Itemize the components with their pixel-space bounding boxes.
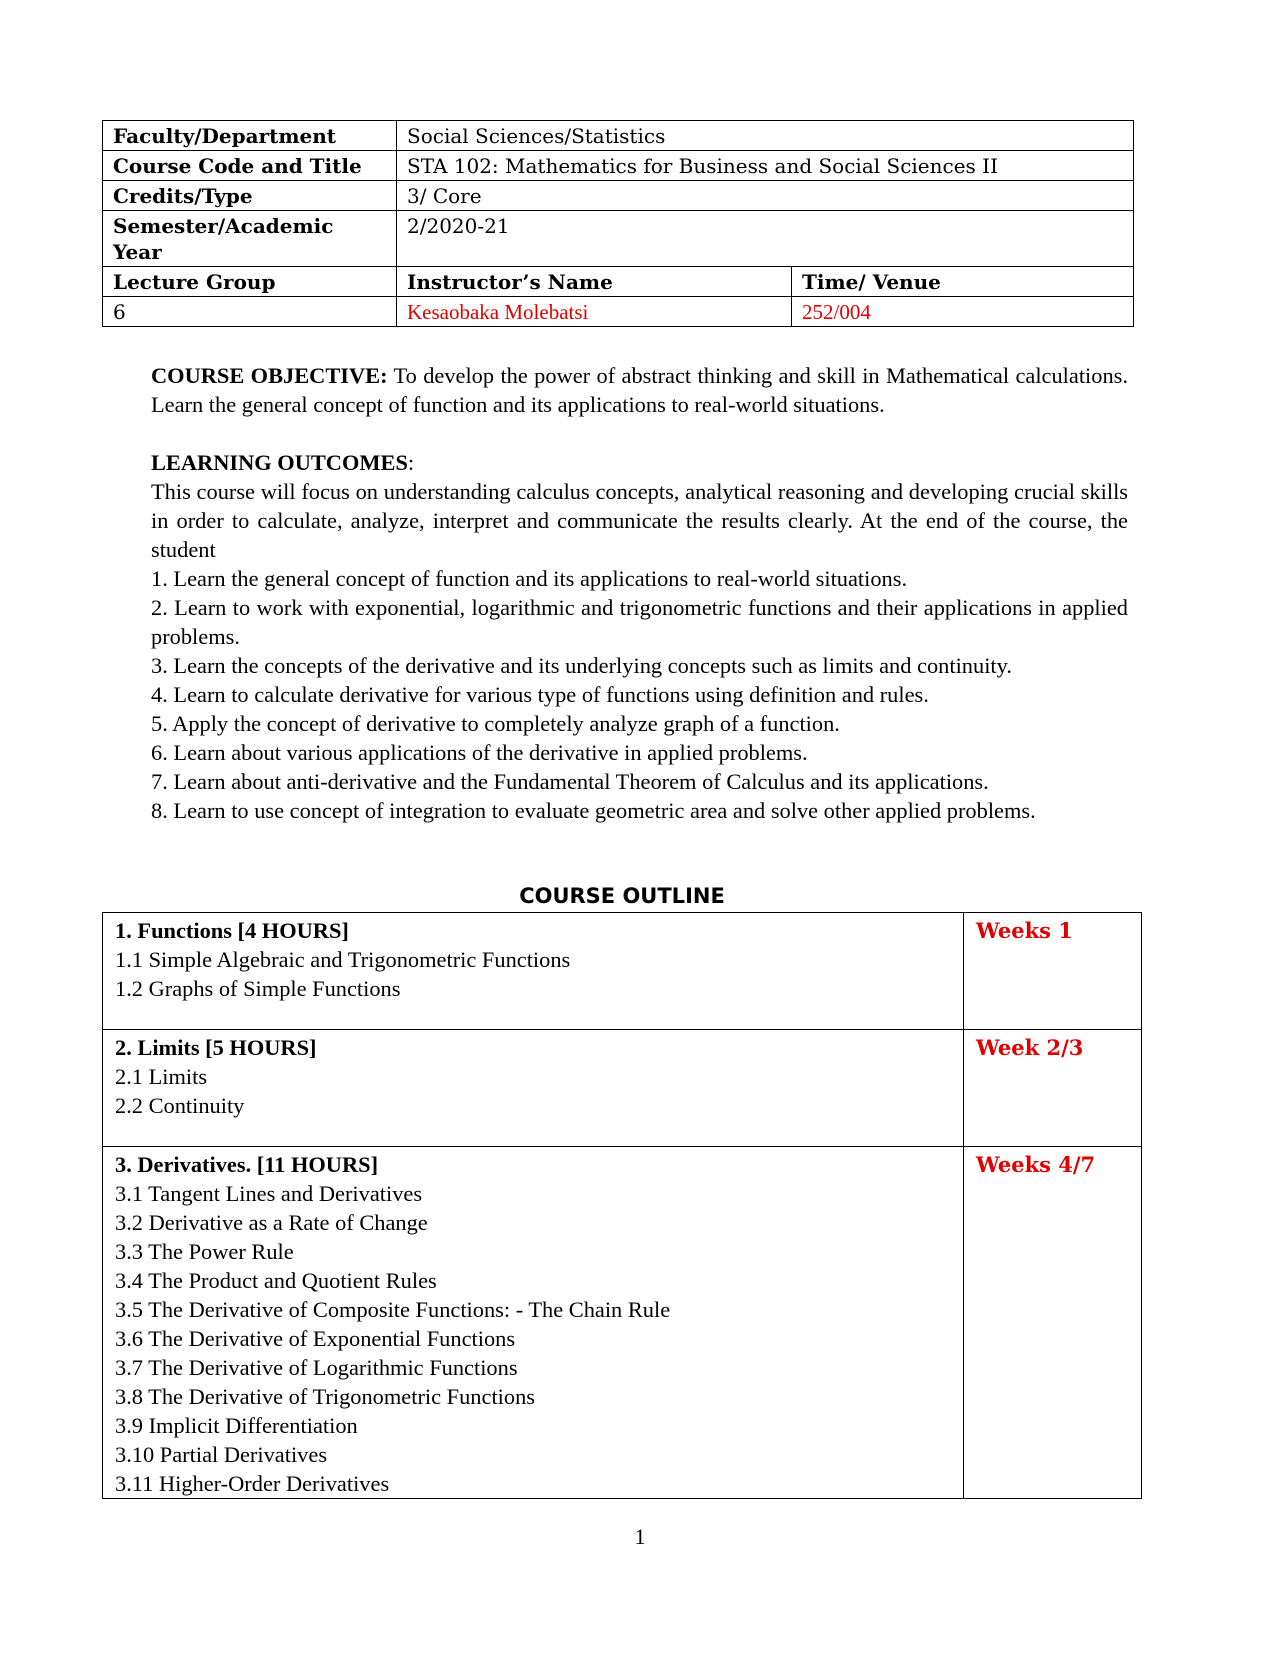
list-item: 6. Learn about various applications of the derivative in applied problems. xyxy=(151,740,808,765)
list-item: 8. Learn to use concept of integration to evaluate geometric area and solve other applied problems. xyxy=(151,798,1036,823)
info-row xyxy=(103,181,1134,211)
time-venue-header: Time/ Venue xyxy=(792,267,1134,297)
topic-item: 3.3 The Power Rule xyxy=(115,1239,294,1264)
lecture-group-value: 6 xyxy=(103,297,397,327)
time-venue-value: 252/004 xyxy=(792,297,1134,327)
topic-item: 1.2 Graphs of Simple Functions xyxy=(115,976,401,1001)
objective-label: COURSE OBJECTIVE: xyxy=(151,363,388,388)
topic-item: 2.1 Limits xyxy=(115,1064,208,1089)
topic-item: 2.2 Continuity xyxy=(115,1093,245,1118)
section-topics xyxy=(103,913,964,1030)
topic-item: 3.4 The Product and Quotient Rules xyxy=(115,1268,437,1293)
info-row xyxy=(103,151,1134,181)
topic-item: 3.2 Derivative as a Rate of Change xyxy=(115,1210,428,1235)
list-item: 5. Apply the concept of derivative to completely analyze graph of a function. xyxy=(151,711,840,736)
section-weeks: Weeks 1 xyxy=(964,913,1142,1030)
topic-item: 3.7 The Derivative of Logarithmic Functions xyxy=(115,1355,518,1380)
info-value: Social Sciences/Statistics xyxy=(397,121,1134,151)
topic-item: 3.5 The Derivative of Composite Functions: - The Chain Rule xyxy=(115,1297,671,1322)
list-item: 3. Learn the concepts of the derivative and its underlying concepts such as limits and continuity. xyxy=(151,653,1012,678)
info-label: Credits/Type xyxy=(103,181,397,211)
topic-item: 3.1 Tangent Lines and Derivatives xyxy=(115,1181,423,1206)
course-outline-table xyxy=(102,912,1142,1499)
topic-item: 3.9 Implicit Differentiation xyxy=(115,1413,358,1438)
instructor-header: Instructor’s Name xyxy=(397,267,792,297)
list-item: 7. Learn about anti-derivative and the Fundamental Theorem of Calculus and its applications. xyxy=(151,769,989,794)
list-item: 4. Learn to calculate derivative for various type of functions using definition and rules. xyxy=(151,682,929,707)
objective-text: To develop the power of abstract thinking and skill in Mathematical calculations. Learn the general concept of function and its applications to real-world situations. xyxy=(151,363,1128,417)
info-header-row xyxy=(103,267,1134,297)
info-value: 2/2020-21 xyxy=(397,211,1134,267)
table-row xyxy=(103,1147,1142,1499)
table-row xyxy=(103,913,1142,1030)
lecture-group-header: Lecture Group xyxy=(103,267,397,297)
section-topics xyxy=(103,1147,964,1499)
outcomes-label: LEARNING OUTCOMES xyxy=(151,450,408,475)
course-objective xyxy=(151,361,1128,419)
table-row xyxy=(103,1030,1142,1147)
section-weeks: Week 2/3 xyxy=(964,1030,1142,1147)
info-value-row xyxy=(103,297,1134,327)
outline-title: COURSE OUTLINE xyxy=(519,884,725,908)
outcomes-colon: : xyxy=(407,450,415,475)
page-number: 1 xyxy=(634,1524,646,1549)
section-title: 3. Derivatives. [11 HOURS] xyxy=(115,1152,379,1177)
learning-outcomes xyxy=(151,448,1128,825)
section-title: 1. Functions [4 HOURS] xyxy=(115,918,349,943)
topic-item: 3.6 The Derivative of Exponential Functions xyxy=(115,1326,516,1351)
section-topics xyxy=(103,1030,964,1147)
list-item: 1. Learn the general concept of function and its applications to real-world situations. xyxy=(151,566,908,591)
topic-item: 3.8 The Derivative of Trigonometric Functions xyxy=(115,1384,535,1409)
info-value: 3/ Core xyxy=(397,181,1134,211)
list-item: 2. Learn to work with exponential, logarithmic and trigonometric functions and their applications in applied problems. xyxy=(151,595,1128,649)
topic-item: 3.10 Partial Derivatives xyxy=(115,1442,328,1467)
info-row xyxy=(103,121,1134,151)
info-value: STA 102: Mathematics for Business and Social Sciences II xyxy=(397,151,1134,181)
info-row xyxy=(103,211,1134,267)
instructor-name: Kesaobaka Molebatsi xyxy=(397,297,792,327)
outcomes-intro: This course will focus on understanding calculus concepts, analytical reasoning and developing crucial skills in order to calculate, analyze, interpret and communicate the results clearly. At the end of the course, the student xyxy=(151,479,1128,562)
topic-item: 1.1 Simple Algebraic and Trigonometric Functions xyxy=(115,947,571,972)
section-title: 2. Limits [5 HOURS] xyxy=(115,1035,317,1060)
info-label: Course Code and Title xyxy=(103,151,397,181)
course-info-table xyxy=(102,120,1134,327)
outcomes-list xyxy=(151,564,1128,825)
section-weeks: Weeks 4/7 xyxy=(964,1147,1142,1499)
info-label: Faculty/Department xyxy=(103,121,397,151)
topic-item: 3.11 Higher-Order Derivatives xyxy=(115,1471,390,1496)
info-label: Semester/Academic Year xyxy=(103,211,397,267)
